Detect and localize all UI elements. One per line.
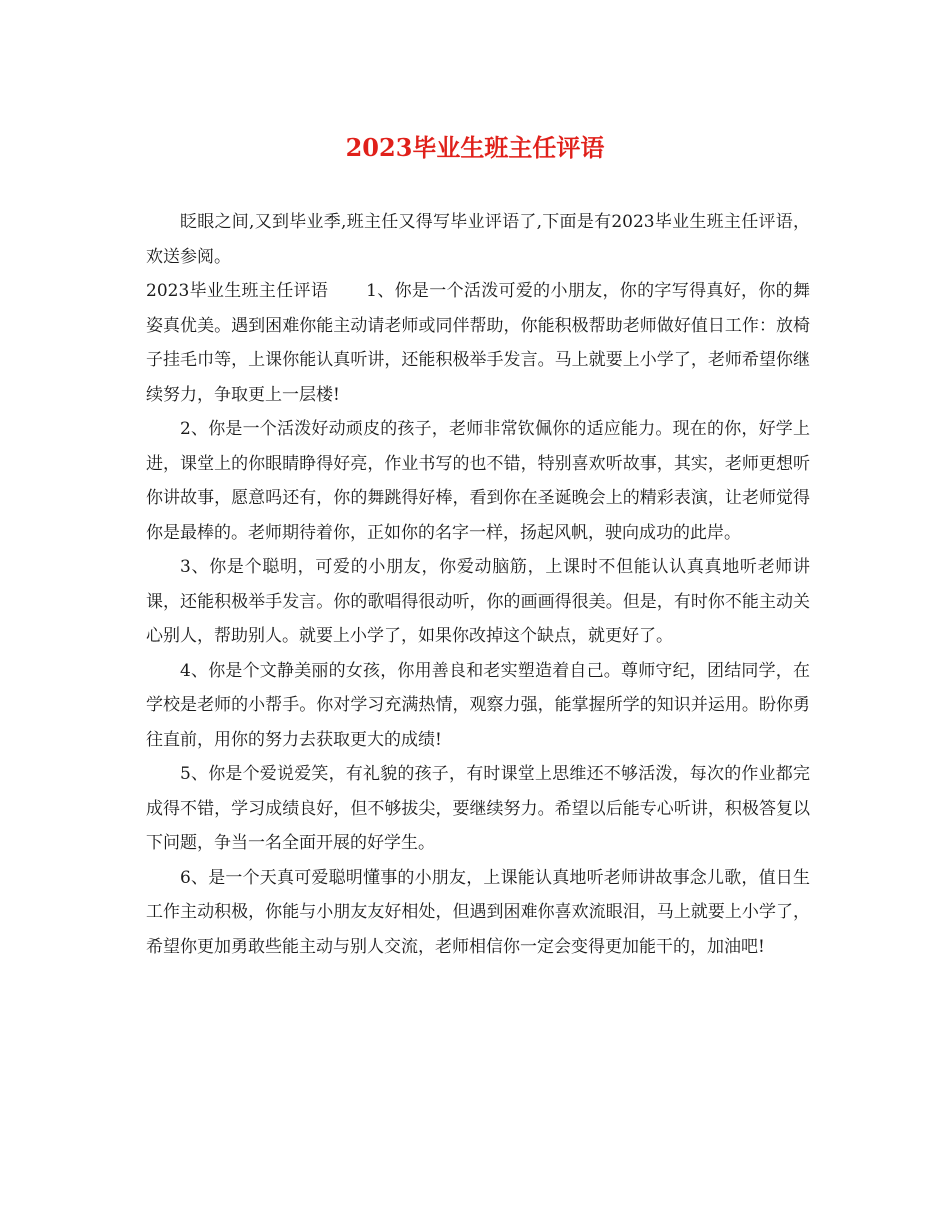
comment-text-1: 1、你是一个活泼可爱的小朋友，你的字写得真好，你的舞姿真优美。遇到困难你能主动请老师或同伴帮助，你能积极帮助老师做好值日工作：放椅子挂毛巾等，上课你能认真听讲，还能积极举手发言。马上就要上小学了，老师希望你继续努力，争取更上一层楼! <box>146 281 810 405</box>
comment-paragraph-4: 4、你是个文静美丽的女孩，你用善良和老实塑造着自己。尊师守纪，团结同学，在学校是老师的小帮手。你对学习充满热情，观察力强，能掌握所学的知识并运用。盼你勇往直前，用你的努力去获取更大的成绩! <box>146 660 810 750</box>
comment-paragraph-5: 5、你是个爱说爱笑，有礼貌的孩子，有时课堂上思维还不够活泼，每次的作业都完成得不错，学习成绩良好，但不够拔尖，要继续努力。希望以后能专心听讲，积极答复以下问题，争当一名全面开展的好学生。 <box>146 764 810 853</box>
section-heading: 2023毕业生班主任评语 <box>146 281 329 301</box>
comment-paragraph-2: 2、你是一个活泼好动顽皮的孩子，老师非常钦佩你的适应能力。现在的你，好学上进，课堂上的你眼睛睁得好亮，作业书写的也不错，特别喜欢听故事，其实，老师更想听你讲故事，愿意吗还有，你的舞跳得好棒，看到你在圣诞晚会上的精彩表演，让老师觉得你是最棒的。老师期待着你，正如你的名字一样，扬起风帆，驶向成功的此岸。 <box>146 419 810 543</box>
document-body <box>146 205 810 964</box>
comment-paragraph-3: 3、你是个聪明，可爱的小朋友，你爱动脑筋，上课时不但能认认真真地听老师讲课，还能积极举手发言。你的歌唱得很动听，你的画画得很美。但是，有时你不能主动关心别人，帮助别人。就要上小学了，如果你改掉这个缺点，就更好了。 <box>146 557 810 646</box>
comment-paragraph-6: 6、是一个天真可爱聪明懂事的小朋友，上课能认真地听老师讲故事念儿歌，值日生工作主动积极，你能与小朋友友好相处，但遇到困难你喜欢流眼泪，马上就要上小学了，希望你更加勇敢些能主动与别人交流，老师相信你一定会变得更加能干的，加油吧! <box>146 867 810 957</box>
document-title: 2023毕业生班主任评语 <box>345 133 605 162</box>
intro-paragraph: 眨眼之间,又到毕业季,班主任又得写毕业评语了,下面是有2023毕业生班主任评语，欢送参阅。 <box>146 212 810 267</box>
comment-paragraph-1 <box>146 274 810 412</box>
